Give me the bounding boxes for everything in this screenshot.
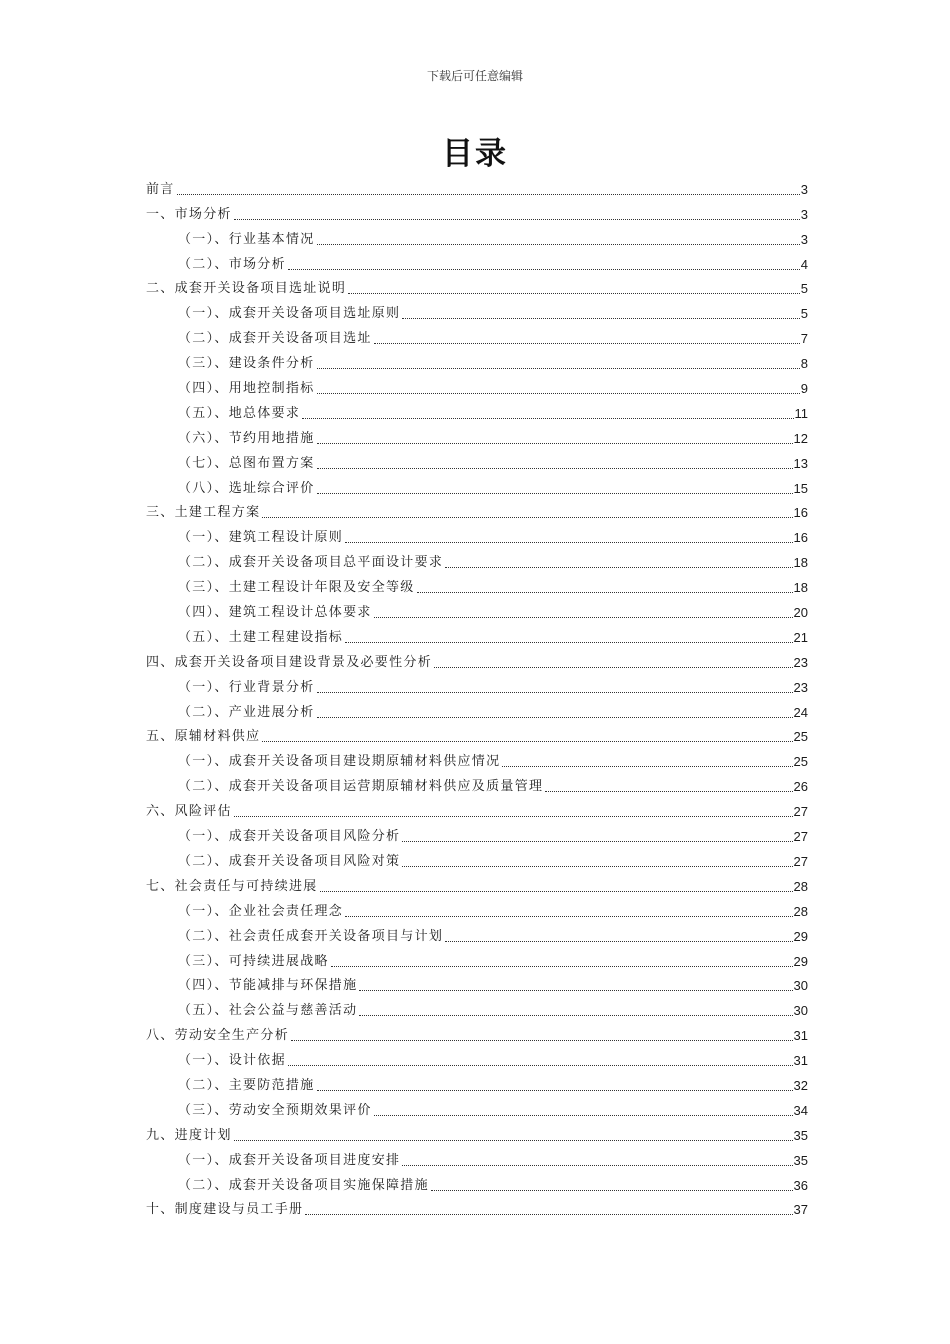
toc-entry[interactable] [146,400,808,425]
toc-entry[interactable] [146,997,808,1022]
toc-entry-text: （二）、产业进展分析 [178,704,315,720]
toc-page-number: 30 [793,978,808,994]
toc-page-number: 9 [800,381,808,397]
toc-entry[interactable] [146,773,808,798]
toc-entry-text: （三）、土建工程设计年限及安全等级 [178,580,415,596]
toc-page-number: 21 [793,629,808,645]
toc-entry-text: （二）、成套开关设备项目实施保障措施 [178,1177,429,1193]
toc-entry-text: （二）、成套开关设备项目选址 [178,331,372,347]
toc-leader-dots [291,1040,793,1041]
toc-page-number: 3 [800,231,808,247]
toc-page-number: 31 [793,1053,808,1069]
toc-page-number: 5 [800,281,808,297]
toc-entry[interactable] [146,350,808,375]
toc-entry[interactable] [146,375,808,400]
toc-entry-text: （一）、设计依据 [178,1053,286,1069]
toc-entry-text: （一）、企业社会责任理念 [178,903,344,919]
toc-page-number: 24 [793,704,808,720]
toc-page-number: 3 [800,181,808,197]
toc-entry-text: （四）、建筑工程设计总体要求 [178,605,372,621]
toc-page-number: 3 [800,206,808,222]
toc-entry[interactable] [146,823,808,848]
toc-page-number: 20 [793,605,808,621]
toc-leader-dots [331,966,793,967]
toc-entry-text: （一）、成套开关设备项目建设期原辅材料供应情况 [178,754,501,770]
toc-entry[interactable] [146,201,808,226]
toc-entry[interactable] [146,1197,808,1222]
toc-page-number: 23 [793,654,808,670]
toc-page-number: 26 [793,779,808,795]
toc-leader-dots [317,493,793,494]
toc-leader-dots [348,293,800,294]
toc-entry[interactable] [146,724,808,749]
toc-leader-dots [305,1214,792,1215]
toc-entry-text: （五）、土建工程建设指标 [178,629,344,645]
toc-page-number: 8 [800,356,808,372]
toc-page-number: 31 [793,1028,808,1044]
toc-entry[interactable] [146,574,808,599]
toc-entry[interactable] [146,300,808,325]
table-of-contents [146,176,808,1221]
toc-entry[interactable] [146,1072,808,1097]
toc-entry-text: 四、成套开关设备项目建设背景及必要性分析 [146,654,433,670]
toc-entry[interactable] [146,1172,808,1197]
toc-leader-dots [374,343,800,344]
toc-leader-dots [317,443,793,444]
toc-entry-text: 八、劳动安全生产分析 [146,1028,290,1044]
toc-entry-text: （二）、成套开关设备项目运营期原辅材料供应及质量管理 [178,779,544,795]
toc-leader-dots [317,1090,793,1091]
toc-entry-text: 七、社会责任与可持续进展 [146,878,318,894]
toc-page-number: 28 [793,878,808,894]
toc-leader-dots [317,393,800,394]
toc-leader-dots [345,542,792,543]
toc-page-number: 27 [793,804,808,820]
toc-page-number: 7 [800,331,808,347]
toc-entry-text: （一）、行业基本情况 [178,231,315,247]
toc-entry-text: （一）、成套开关设备项目选址原则 [178,306,401,322]
toc-page-number: 16 [793,530,808,546]
toc-page-number: 25 [793,754,808,770]
toc-leader-dots [317,692,793,693]
toc-page-number: 12 [793,430,808,446]
toc-entry-text: 九、进度计划 [146,1127,232,1143]
toc-leader-dots [402,1165,792,1166]
toc-page-number: 36 [793,1177,808,1193]
toc-entry[interactable] [146,798,808,823]
toc-page-number: 15 [793,480,808,496]
toc-page-number: 37 [793,1202,808,1218]
toc-leader-dots [262,517,792,518]
toc-entry-text: （二）、成套开关设备项目风险对策 [178,853,401,869]
toc-leader-dots [262,741,792,742]
toc-entry-text: 三、土建工程方案 [146,505,261,521]
toc-page-number: 30 [793,1003,808,1019]
toc-leader-dots [402,866,792,867]
toc-leader-dots [234,816,793,817]
toc-entry-text: （一）、建筑工程设计原则 [178,530,344,546]
toc-leader-dots [317,717,793,718]
toc-leader-dots [402,318,799,319]
page-title: 目录 [442,136,508,172]
toc-page-number: 29 [793,928,808,944]
toc-leader-dots [374,617,793,618]
toc-page-number: 16 [793,505,808,521]
toc-page-number: 29 [793,953,808,969]
toc-leader-dots [317,368,800,369]
toc-entry-text: 前言 [146,181,175,197]
toc-page-number: 23 [793,679,808,695]
toc-leader-dots [320,891,793,892]
toc-leader-dots [317,468,793,469]
toc-entry[interactable] [146,500,808,525]
toc-entry-text: （一）、成套开关设备项目风险分析 [178,829,401,845]
toc-page-number: 18 [793,555,808,571]
toc-entry[interactable] [146,1147,808,1172]
toc-entry[interactable] [146,1097,808,1122]
toc-leader-dots [359,1015,792,1016]
toc-entry[interactable] [146,599,808,624]
toc-entry[interactable] [146,549,808,574]
toc-entry-text: （三）、可持续进展战略 [178,953,329,969]
toc-entry-text: （一）、行业背景分析 [178,679,315,695]
toc-page-number: 25 [793,729,808,745]
toc-entry[interactable] [146,226,808,251]
toc-entry-text: （二）、主要防范措施 [178,1077,315,1093]
toc-entry[interactable] [146,1022,808,1047]
toc-page-number: 28 [793,903,808,919]
toc-page-number: 13 [793,455,808,471]
toc-entry[interactable] [146,425,808,450]
page-header-note: 下载后可任意编辑 [426,69,523,83]
toc-entry[interactable] [146,748,808,773]
toc-entry[interactable] [146,1047,808,1072]
toc-entry[interactable] [146,923,808,948]
toc-page-number: 32 [793,1077,808,1093]
toc-leader-dots [402,841,792,842]
toc-entry-text: （四）、节能减排与环保措施 [178,978,358,994]
toc-entry-text: （二）、成套开关设备项目总平面设计要求 [178,555,444,571]
toc-entry[interactable] [146,475,808,500]
toc-entry-text: 十、制度建设与员工手册 [146,1202,304,1218]
toc-entry-text: 五、原辅材料供应 [146,729,261,745]
toc-leader-dots [545,791,792,792]
toc-entry[interactable] [146,251,808,276]
toc-leader-dots [434,667,793,668]
toc-leader-dots [317,244,800,245]
toc-entry[interactable] [146,649,808,674]
toc-page-number: 18 [793,580,808,596]
toc-leader-dots [288,269,800,270]
toc-entry-text: （六）、节约用地措施 [178,430,315,446]
toc-entry[interactable] [146,325,808,350]
toc-leader-dots [359,990,792,991]
toc-entry[interactable] [146,624,808,649]
toc-leader-dots [445,941,792,942]
toc-entry[interactable] [146,898,808,923]
toc-leader-dots [288,1065,793,1066]
toc-entry-text: 六、风险评估 [146,804,232,820]
toc-page-number: 27 [793,853,808,869]
toc-entry[interactable] [146,450,808,475]
toc-page-number: 34 [793,1102,808,1118]
toc-leader-dots [234,219,800,220]
toc-entry[interactable] [146,973,808,998]
toc-entry[interactable] [146,948,808,973]
toc-entry-text: （八）、选址综合评价 [178,480,315,496]
toc-entry-text: 二、成套开关设备项目选址说明 [146,281,347,297]
toc-entry[interactable] [146,176,808,201]
toc-page-number: 5 [800,306,808,322]
toc-leader-dots [302,418,793,419]
toc-entry[interactable] [146,848,808,873]
toc-entry[interactable] [146,276,808,301]
toc-entry-text: （七）、总图布置方案 [178,455,315,471]
toc-leader-dots [445,567,792,568]
toc-entry[interactable] [146,1122,808,1147]
toc-entry-text: （五）、社会公益与慈善活动 [178,1003,358,1019]
toc-leader-dots [234,1140,793,1141]
toc-entry-text: （二）、社会责任成套开关设备项目与计划 [178,928,444,944]
toc-leader-dots [502,766,792,767]
toc-entry[interactable] [146,699,808,724]
toc-leader-dots [431,1190,793,1191]
toc-leader-dots [345,916,792,917]
toc-page-number: 35 [793,1152,808,1168]
toc-leader-dots [417,592,793,593]
toc-entry-text: （四）、用地控制指标 [178,381,315,397]
toc-page-number: 4 [800,256,808,272]
toc-entry-text: （三）、建设条件分析 [178,356,315,372]
toc-page-number: 11 [794,405,808,421]
toc-entry-text: 一、市场分析 [146,206,232,222]
toc-leader-dots [345,642,792,643]
toc-page-number: 27 [793,829,808,845]
toc-entry[interactable] [146,524,808,549]
toc-leader-dots [374,1115,793,1116]
toc-entry-text: （二）、市场分析 [178,256,286,272]
toc-page-number: 35 [793,1127,808,1143]
toc-leader-dots [177,194,800,195]
toc-entry-text: （一）、成套开关设备项目进度安排 [178,1152,401,1168]
toc-entry-text: （三）、劳动安全预期效果评价 [178,1102,372,1118]
toc-entry[interactable] [146,674,808,699]
toc-entry-text: （五）、地总体要求 [178,405,301,421]
toc-entry[interactable] [146,873,808,898]
